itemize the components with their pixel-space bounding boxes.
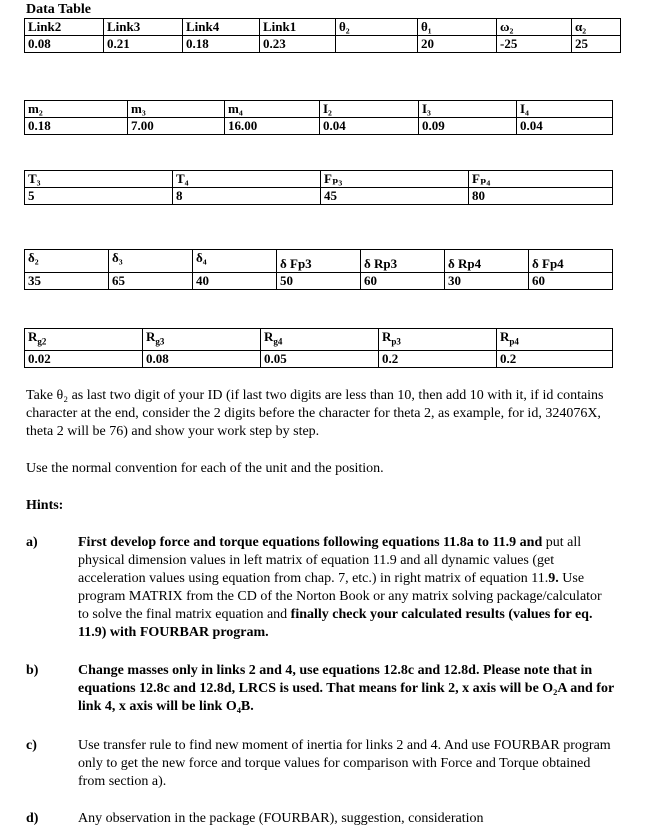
header-i3: I₃ [419, 101, 517, 118]
header-link4: Link4 [183, 19, 260, 36]
value-link1: 0.23 [260, 36, 336, 53]
data-table-title: Data Table [26, 2, 91, 17]
header-link1: Link1 [260, 19, 336, 36]
value-delta2: 35 [25, 273, 109, 290]
header-i2: I₂ [320, 101, 419, 118]
hint-a-bold3: finally check your calculated results (values for eq. 11.9) with FOURBAR program. [78, 607, 593, 640]
angle-table [24, 249, 613, 290]
value-delta3: 65 [109, 273, 193, 290]
value-link2: 0.08 [25, 36, 104, 53]
value-delta4: 40 [193, 273, 277, 290]
header-omega2: ω₂ [497, 19, 572, 36]
header-rg2: $R_{g2}$ [25, 329, 143, 351]
header-theta2: θ₂ [336, 19, 418, 36]
value-i2: 0.04 [320, 118, 419, 135]
header-delta-rp3: δ Rp3 [361, 250, 445, 273]
value-delta-fp4: 60 [529, 273, 613, 290]
header-delta-fp3: δ Fp3 [277, 250, 361, 273]
value-m4: 16.00 [225, 118, 320, 135]
value-rg3: 0.08 [143, 350, 261, 367]
hint-d [26, 810, 616, 828]
header-link3: Link3 [104, 19, 183, 36]
value-theta1: 20 [418, 36, 497, 53]
hint-a-bold2: 9. [548, 571, 559, 586]
hint-d-text: Any observation in the package (FOURBAR), suggestion, consideration [78, 811, 484, 826]
sub-p4: p4 [509, 336, 519, 347]
hint-a-text [78, 534, 616, 642]
value-fp4: 80 [469, 188, 613, 205]
header-delta-fp4: δ Fp4 [529, 250, 613, 273]
header-theta1: θ₁ [418, 19, 497, 36]
hint-a-bold1: First develop force and torque equations following equations 11.8a to 11.9 and [78, 535, 543, 550]
hint-d-label: d) [26, 811, 39, 826]
header-t3: T₃ [25, 171, 173, 188]
header-m4: m₄ [225, 101, 320, 118]
hint-a-normal2: Use program MATRIX from the CD of the Norton Book or any matrix solving package/calculator to solve the final matrix equation and [78, 571, 602, 622]
torque-force-table [24, 170, 613, 205]
value-rp4: 0.2 [497, 350, 613, 367]
value-m2: 0.18 [25, 118, 128, 135]
sub-g3: g3 [155, 336, 165, 347]
sub-g2: g2 [37, 336, 47, 347]
hint-c-label: c) [26, 738, 37, 753]
value-link3: 0.21 [104, 36, 183, 53]
value-rg4: 0.05 [261, 350, 379, 367]
hint-b-bold2: masses only in links 2 and 4, use equations 12.8c and 12.8d. Please note that in equations 12.8c and 12.8d, LRCS is used. That means for link 2, x axis will be O₂A and for link 4, x axis will be link O₄B. [78, 663, 614, 714]
value-m3: 7.00 [128, 118, 225, 135]
header-alpha2: α₂ [572, 19, 621, 36]
value-rp3: 0.2 [379, 350, 497, 367]
header-t4: T₄ [173, 171, 321, 188]
value-theta2 [336, 36, 418, 53]
header-delta3: δ₃ [109, 250, 193, 273]
sub-p3: p3 [391, 336, 401, 347]
value-delta-fp3: 50 [277, 273, 361, 290]
hint-c-text: Use transfer rule to find new moment of inertia for links 2 and 4. And use FOURBAR program only to get the new force and torque values for comparison with Force and Torque obtained from section a). [78, 738, 611, 789]
value-i4: 0.04 [517, 118, 613, 135]
hint-c [26, 737, 616, 791]
header-delta-rp4: δ Rp4 [445, 250, 529, 273]
value-rg2: 0.02 [25, 350, 143, 367]
hints-heading: Hints: [26, 498, 64, 513]
header-i4: I₄ [517, 101, 613, 118]
hint-b-bold1: Change [78, 663, 124, 678]
value-i3: 0.09 [419, 118, 517, 135]
value-t4: 8 [173, 188, 321, 205]
header-link2: Link2 [25, 19, 104, 36]
value-alpha2: 25 [572, 36, 621, 53]
header-rp4: $R_{p4}$ [497, 329, 613, 351]
theta-instruction: Take θ₂ as last two digit of your ID (if last two digits are less than 10, then add 10 with it, if id contains character at the end, consider the 2 digits before the character for theta 2, as example, for id, 324076X, theta 2 will be 76) and show your work step by step. [26, 388, 604, 439]
value-fp3: 45 [321, 188, 469, 205]
radius-table [24, 328, 613, 368]
hint-a-label: a) [26, 535, 38, 550]
value-t3: 5 [25, 188, 173, 205]
header-delta4: δ₄ [193, 250, 277, 273]
value-link4: 0.18 [183, 36, 260, 53]
header-fp3: Fₚ₃ [321, 171, 469, 188]
hint-b-text [78, 662, 616, 716]
header-rg4: $R_{g4}$ [261, 329, 379, 351]
hint-a-normal1: put all physical dimension values in left matrix of equation 11.9 and all dynamic values (get acceleration values using equation from chap. 7, etc.) in right matrix of equation 11. [78, 535, 582, 586]
value-delta-rp3: 60 [361, 273, 445, 290]
hint-a [26, 534, 616, 642]
mass-inertia-table [24, 100, 613, 135]
hint-b-label: b) [26, 663, 39, 678]
link-table [24, 18, 621, 53]
header-m3: m₃ [128, 101, 225, 118]
value-delta-rp4: 30 [445, 273, 529, 290]
hint-b [26, 662, 616, 716]
convention-instruction: Use the normal convention for each of the unit and the position. [26, 461, 384, 476]
value-omega2: -25 [497, 36, 572, 53]
header-m2: m₂ [25, 101, 128, 118]
header-rg3: $R_{g3}$ [143, 329, 261, 351]
header-rp3: $R_{p3}$ [379, 329, 497, 351]
header-fp4: Fₚ₄ [469, 171, 613, 188]
header-delta2: δ₂ [25, 250, 109, 273]
sub-g4: g4 [273, 336, 283, 347]
